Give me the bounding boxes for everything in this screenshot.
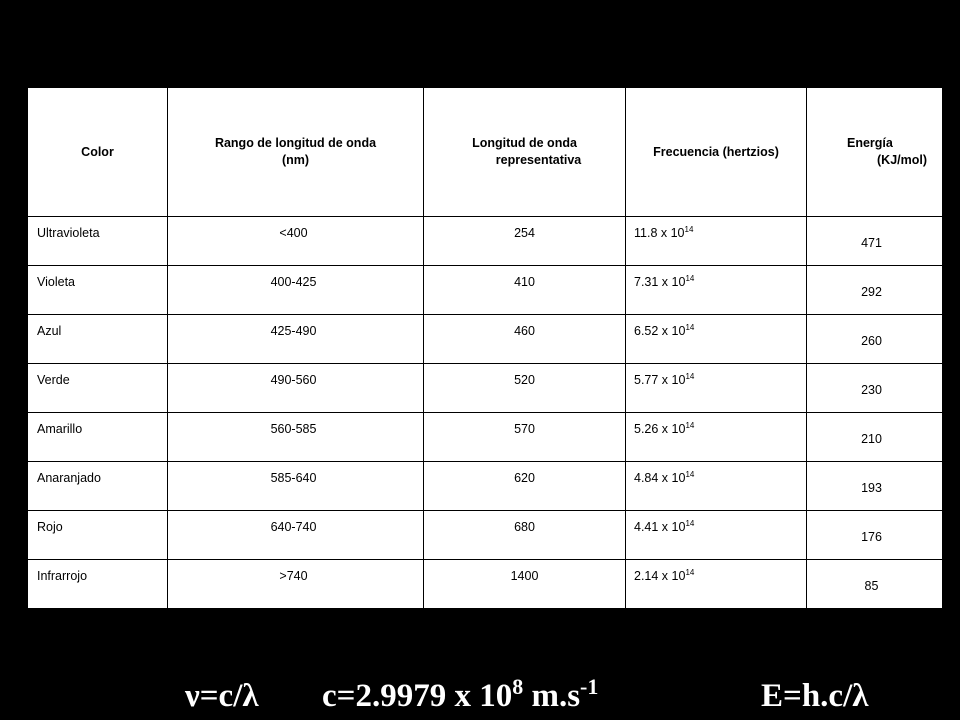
frequency-formula: ν=c/λ (185, 678, 259, 714)
energy-value: 260 (861, 334, 882, 348)
frequency-value (626, 217, 806, 241)
frequency-value (626, 413, 806, 437)
frequency-value (626, 315, 806, 339)
cell-range (168, 217, 424, 266)
color-name: Anaranjado (37, 471, 101, 485)
frequency-exponent: 14 (685, 519, 695, 528)
energy-formula: E=h.c/λ (761, 678, 869, 714)
range-value: 560-585 (270, 422, 317, 436)
cell-rep (424, 315, 626, 364)
frequency-mantissa: 4.84 x 10 (634, 471, 686, 485)
energy-value: 85 (864, 579, 879, 593)
color-name: Amarillo (37, 422, 83, 436)
range-value: 585-640 (270, 471, 317, 485)
cell-rep (424, 462, 626, 511)
cell-energy (807, 462, 943, 511)
table-row (28, 462, 943, 511)
table-row (28, 217, 943, 266)
energy-value: 210 (861, 432, 882, 446)
header-frequency-label: Frecuencia (hertzios) (653, 144, 779, 159)
cell-frequency (626, 511, 807, 560)
cell-color (28, 511, 168, 560)
frequency-value (626, 266, 806, 290)
speed-of-light-base: c=2.9979 x 10 (322, 678, 513, 714)
frequency-mantissa: 4.41 x 10 (634, 520, 686, 534)
cell-range (168, 560, 424, 609)
table-row (28, 315, 943, 364)
cell-color (28, 315, 168, 364)
frequency-mantissa: 7.31 x 10 (634, 275, 686, 289)
cell-range (168, 315, 424, 364)
cell-range (168, 413, 424, 462)
frequency-exponent: 14 (685, 372, 695, 381)
rep-value: 570 (514, 422, 535, 436)
table-header-row (28, 88, 943, 217)
range-value: >740 (279, 569, 308, 583)
frequency-mantissa: 5.26 x 10 (634, 422, 686, 436)
speed-of-light-exponent: 8 (512, 674, 524, 699)
formula-bar (0, 674, 960, 720)
header-energy-line2: (KJ/mol) (877, 153, 927, 167)
range-value: 640-740 (270, 520, 317, 534)
energy-value: 230 (861, 383, 882, 397)
frequency-exponent: 14 (685, 323, 695, 332)
frequency-value (626, 560, 806, 584)
range-value: 400-425 (270, 275, 317, 289)
header-color-label: Color (81, 144, 114, 159)
header-wavelength-range (168, 88, 424, 217)
speed-of-light-formula (322, 674, 599, 715)
table-body (28, 217, 943, 609)
range-value: 425-490 (270, 324, 317, 338)
speed-of-light-unit: m.s (523, 678, 581, 714)
frequency-mantissa: 2.14 x 10 (634, 569, 686, 583)
table-row (28, 413, 943, 462)
cell-color (28, 364, 168, 413)
header-frequency (626, 88, 807, 217)
rep-value: 620 (514, 471, 535, 485)
table-row (28, 364, 943, 413)
color-name: Verde (37, 373, 70, 387)
rep-value: 254 (514, 226, 535, 240)
header-rep-line2: representativa (495, 153, 582, 167)
table-row (28, 266, 943, 315)
frequency-mantissa: 11.8 x 10 (634, 226, 685, 240)
table-row (28, 560, 943, 609)
speed-of-light-unit-exponent: -1 (580, 674, 599, 699)
cell-rep (424, 560, 626, 609)
header-energy (807, 88, 943, 217)
color-name: Violeta (37, 275, 75, 289)
energy-value: 292 (861, 285, 882, 299)
header-range-line1: Rango de longitud de onda (214, 136, 377, 150)
cell-rep (424, 364, 626, 413)
cell-rep (424, 217, 626, 266)
table-row (28, 511, 943, 560)
cell-energy (807, 364, 943, 413)
frequency-value (626, 462, 806, 486)
frequency-value (626, 364, 806, 388)
color-name: Ultravioleta (37, 226, 100, 240)
cell-rep (424, 413, 626, 462)
frequency-mantissa: 6.52 x 10 (634, 324, 686, 338)
header-rep-line1: Longitud de onda (472, 136, 577, 150)
frequency-exponent: 14 (685, 274, 695, 283)
cell-color (28, 217, 168, 266)
cell-frequency (626, 217, 807, 266)
frequency-exponent: 14 (685, 568, 695, 577)
cell-frequency (626, 315, 807, 364)
frequency-exponent: 14 (685, 421, 695, 430)
rep-value: 410 (514, 275, 535, 289)
cell-frequency (626, 364, 807, 413)
cell-color (28, 462, 168, 511)
rep-value: 1400 (510, 569, 539, 583)
color-name: Azul (37, 324, 62, 338)
cell-color (28, 560, 168, 609)
cell-rep (424, 266, 626, 315)
cell-range (168, 511, 424, 560)
header-range-line2: (nm) (281, 153, 310, 167)
cell-frequency (626, 413, 807, 462)
cell-energy (807, 217, 943, 266)
cell-range (168, 462, 424, 511)
cell-range (168, 266, 424, 315)
color-name: Rojo (37, 520, 63, 534)
cell-energy (807, 560, 943, 609)
header-representative-wavelength (424, 88, 626, 217)
range-value: <400 (279, 226, 308, 240)
cell-energy (807, 413, 943, 462)
color-name: Infrarrojo (37, 569, 88, 583)
cell-color (28, 266, 168, 315)
cell-energy (807, 266, 943, 315)
energy-value: 471 (861, 236, 882, 250)
cell-energy (807, 511, 943, 560)
spectrum-table (27, 88, 943, 609)
rep-value: 520 (514, 373, 535, 387)
cell-frequency (626, 560, 807, 609)
range-value: 490-560 (270, 373, 317, 387)
energy-value: 176 (861, 530, 882, 544)
header-energy-line1: Energía (847, 136, 893, 150)
cell-frequency (626, 462, 807, 511)
frequency-exponent: 14 (684, 225, 694, 234)
cell-range (168, 364, 424, 413)
energy-value: 193 (861, 481, 882, 495)
cell-rep (424, 511, 626, 560)
rep-value: 680 (514, 520, 535, 534)
cell-energy (807, 315, 943, 364)
frequency-exponent: 14 (685, 470, 695, 479)
frequency-mantissa: 5.77 x 10 (634, 373, 686, 387)
frequency-value (626, 511, 806, 535)
cell-frequency (626, 266, 807, 315)
header-color (28, 88, 168, 217)
rep-value: 460 (514, 324, 535, 338)
cell-color (28, 413, 168, 462)
